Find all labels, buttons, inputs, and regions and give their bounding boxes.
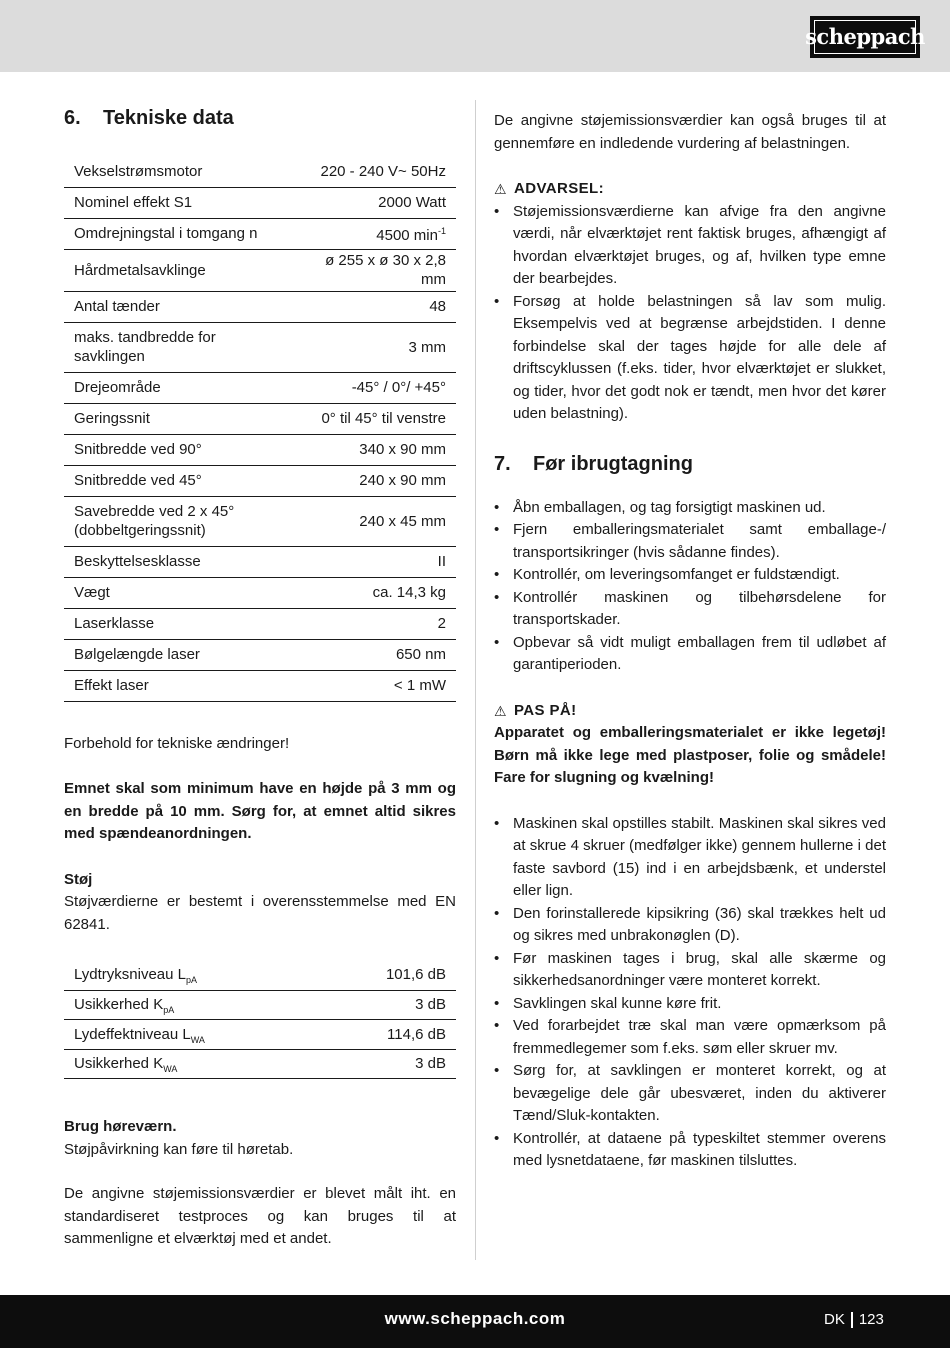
spec-value <box>288 639 456 670</box>
language-code: DK <box>824 1311 845 1328</box>
spec-value-text: 4500 min <box>376 227 438 244</box>
noise-label-text: Usikkerhed K <box>74 996 164 1014</box>
section-6-heading <box>64 104 456 132</box>
warning-heading-label: ADVARSEL: <box>514 180 604 197</box>
spec-value <box>288 218 456 249</box>
column-divider <box>475 100 476 1260</box>
spec-label: Vekselstrømsmotor <box>64 156 288 187</box>
noise-value: 3 dB <box>320 1049 456 1079</box>
spec-value-text: 240 x 45 mm <box>359 512 446 530</box>
spec-row <box>64 403 456 434</box>
spec-row <box>64 156 456 187</box>
spec-row <box>64 322 456 372</box>
scheppach-logo: scheppach <box>810 16 920 58</box>
hearing-heading: Brug høreværn. <box>64 1118 177 1135</box>
list-item: • Kontrollér maskinen og tilbehørsdelene for transportskader. <box>494 587 886 632</box>
warning-heading <box>494 178 886 201</box>
spec-value <box>288 496 456 546</box>
spec-row <box>64 249 456 291</box>
spec-value-exponent: -1 <box>437 226 446 236</box>
spec-label: Nominel effekt S1 <box>64 187 288 218</box>
emission-text: De angivne støjemissionsværdier er blevet målt iht. en standardiseret testproces og kan bruges til at sammenligne et elværktøj med et andet. <box>64 1185 456 1247</box>
noise-label-subscript: WA <box>163 1064 178 1075</box>
spec-label: Beskyttelsesklasse <box>64 546 288 577</box>
right-column <box>494 110 886 1173</box>
emission-intro: De angivne støjemissionsværdier kan også bruges til at gennemføre en indledende vurdering af belastningen. <box>494 112 886 152</box>
spec-value-text: < 1 mW <box>393 677 446 694</box>
list-item: • Maskinen skal opstilles stabilt. Maskinen skal sikres ved at skrue 4 skruer (medfølger ikke) gennem hullerne i det faste savbord (15) ind i en arbejdsbænk, et understel eller lign. <box>494 813 886 903</box>
noise-heading: Støj <box>64 870 93 888</box>
spec-row <box>64 372 456 403</box>
technical-data-table <box>64 156 456 702</box>
noise-label-text: Usikkerhed K <box>74 1055 164 1073</box>
section-title: Tekniske data <box>103 107 234 129</box>
spec-label: Snitbredde ved 90° <box>64 434 288 465</box>
spec-value <box>288 577 456 608</box>
spec-row <box>64 496 456 546</box>
list-item: • Åbn emballagen, og tag forsigtigt maskinen ud. <box>494 497 886 520</box>
noise-value: 114,6 dB <box>320 1020 456 1050</box>
preparation-list <box>494 497 886 677</box>
spec-row <box>64 218 456 249</box>
noise-row <box>64 1020 456 1050</box>
workpiece-note: Emnet skal som minimum have en højde på 3 mm og en bredde på 10 mm. Sørg for, at emnet altid sikres med spændeanordningen. <box>64 780 456 842</box>
caution-heading-label: PAS PÅ! <box>514 701 577 719</box>
spec-row <box>64 434 456 465</box>
section-number: 7. <box>494 452 511 475</box>
spec-value-text: 340 x 90 mm <box>359 441 446 458</box>
spec-label: Omdrejningstal i tomgang n <box>64 218 288 249</box>
spec-row <box>64 639 456 670</box>
list-item: • Ved forarbejdet træ skal man være opmærksom på fremmedlegemer som f.eks. søm eller skruer mv. <box>494 1015 886 1060</box>
spec-row <box>64 608 456 639</box>
noise-text: Støjværdierne er bestemt i overensstemmelse med EN 62841. <box>64 893 456 933</box>
page-separator <box>851 1312 853 1328</box>
list-item: • Kontrollér, om leveringsomfanget er fuldstændigt. <box>494 564 886 587</box>
spec-value <box>288 608 456 639</box>
spec-value <box>288 670 456 701</box>
warning-list <box>494 201 886 426</box>
spec-value-text: -45° / 0°/ +45° <box>351 379 446 396</box>
noise-table <box>64 959 456 1079</box>
spec-label: Drejeområde <box>64 372 288 403</box>
noise-label-subscript: WA <box>190 1034 205 1045</box>
noise-value: 101,6 dB <box>320 959 456 990</box>
noise-label <box>64 1020 320 1050</box>
spec-row <box>64 577 456 608</box>
list-item: • Støjemissionsværdierne kan afvige fra den angivne værdi, når elværktøjet rent faktisk bruges, afhængigt af hvordan elværktøjet bruges, og af, hvilken type emne der bearbejdes. <box>494 201 886 291</box>
spec-label: Savebredde ved 2 x 45° (dobbeltgeringssnit) <box>64 496 288 546</box>
spec-value-text: 0° til 45° til venstre <box>321 410 446 427</box>
spec-label: Snitbredde ved 45° <box>64 465 288 496</box>
spec-value <box>288 291 456 322</box>
list-item: • Sørg for, at savklingen er monteret korrekt, og at bevægelige dele går ubesværet, inden du aktiverer Tænd/Sluk-kontakten. <box>494 1060 886 1128</box>
spec-value-text: 650 nm <box>395 646 446 663</box>
caution-heading <box>494 700 886 723</box>
spec-value <box>288 434 456 465</box>
list-item: • Savklingen skal kunne køre frit. <box>494 993 886 1016</box>
noise-label <box>64 959 320 990</box>
noise-label-text: Lydtryksniveau L <box>74 965 187 983</box>
list-item: • Fjern emballeringsmaterialet samt emballage-/ transportsikringer (hvis sådanne findes). <box>494 519 886 564</box>
spec-label: Hårdmetalsavklinge <box>64 249 288 291</box>
spec-value-text: ca. 14,3 kg <box>372 584 446 601</box>
left-column <box>64 104 456 1251</box>
section-number: 6. <box>64 107 81 129</box>
noise-label-text: Lydeffektniveau L <box>74 1025 191 1043</box>
warning-triangle-icon: ⚠ <box>494 181 507 197</box>
caution-text: Apparatet og emballeringsmaterialet er ikke legetøj! Børn må ikke lege med plastposer, folie og smådele! Fare for slugning og kvælning! <box>494 724 886 786</box>
spec-label: Effekt laser <box>64 670 288 701</box>
page-number: 123 <box>858 1311 884 1328</box>
noise-row <box>64 959 456 990</box>
spec-label: Antal tænder <box>64 291 288 322</box>
spec-value <box>288 546 456 577</box>
spec-label: Laserklasse <box>64 608 288 639</box>
spec-value-text: 2000 Watt <box>378 194 446 211</box>
spec-value-text: II <box>437 553 446 570</box>
spec-value <box>288 249 456 291</box>
footer-bar <box>0 1295 950 1348</box>
list-item: • Forsøg at holde belastningen så lav som mulig. Eksempelvis ved at begrænse arbejdstiden. I denne forbindelse skal der tages højde for alle dele af driftscyklussen (f.eks. tider, hvor elværktøjet er slukket, og tider, hvor det godt nok er tændt, men hvor det kører uden belastning). <box>494 291 886 426</box>
list-item: • Kontrollér, at dataene på typeskiltet stemmer overens med lysnetdataene, før maskinen tilsluttes. <box>494 1128 886 1173</box>
spec-value <box>288 156 456 187</box>
spec-label: Vægt <box>64 577 288 608</box>
section-title: Før ibrugtagning <box>533 452 693 475</box>
spec-value <box>288 465 456 496</box>
list-item: • Den forinstallerede kipsikring (36) skal trækkes helt ud og sikres med unbrakonøglen (D). <box>494 903 886 948</box>
warning-triangle-icon: ⚠ <box>494 702 507 719</box>
spec-label: maks. tandbredde for savklingen <box>64 322 288 372</box>
website-url: www.scheppach.com <box>384 1309 566 1328</box>
spec-value-text: 220 - 240 V~ 50Hz <box>320 162 446 180</box>
list-item: • Før maskinen tages i brug, skal alle skærme og sikkerhedsanordninger være monteret korrekt. <box>494 948 886 993</box>
reservation-note: Forbehold for tekniske ændringer! <box>64 734 290 752</box>
spec-value <box>288 372 456 403</box>
noise-row <box>64 1049 456 1079</box>
spec-value <box>288 187 456 218</box>
spec-row <box>64 291 456 322</box>
spec-row <box>64 465 456 496</box>
spec-row <box>64 670 456 701</box>
spec-row <box>64 546 456 577</box>
hearing-text: Støjpåvirkning kan føre til høretab. <box>64 1140 294 1158</box>
noise-label-subscript: pA <box>186 974 198 985</box>
spec-value-text: ø 255 x ø 30 x 2,8 mm <box>325 252 446 288</box>
spec-label: Geringssnit <box>64 403 288 434</box>
noise-label <box>64 990 320 1020</box>
noise-label-subscript: pA <box>163 1005 175 1016</box>
spec-value-text: 240 x 90 mm <box>359 472 446 489</box>
spec-row <box>64 187 456 218</box>
page-indicator <box>824 1309 884 1332</box>
spec-value-text: 2 <box>437 615 446 632</box>
noise-label <box>64 1049 320 1079</box>
spec-value-text: 48 <box>429 298 446 315</box>
noise-value: 3 dB <box>320 990 456 1020</box>
noise-row <box>64 990 456 1020</box>
spec-label: Bølgelængde laser <box>64 639 288 670</box>
list-item: • Opbevar så vidt muligt emballagen frem til udløbet af garantiperioden. <box>494 632 886 677</box>
section-7-heading <box>494 450 886 478</box>
spec-value-text: 3 mm <box>408 338 446 356</box>
spec-value <box>288 322 456 372</box>
spec-value <box>288 403 456 434</box>
setup-list <box>494 813 886 1173</box>
